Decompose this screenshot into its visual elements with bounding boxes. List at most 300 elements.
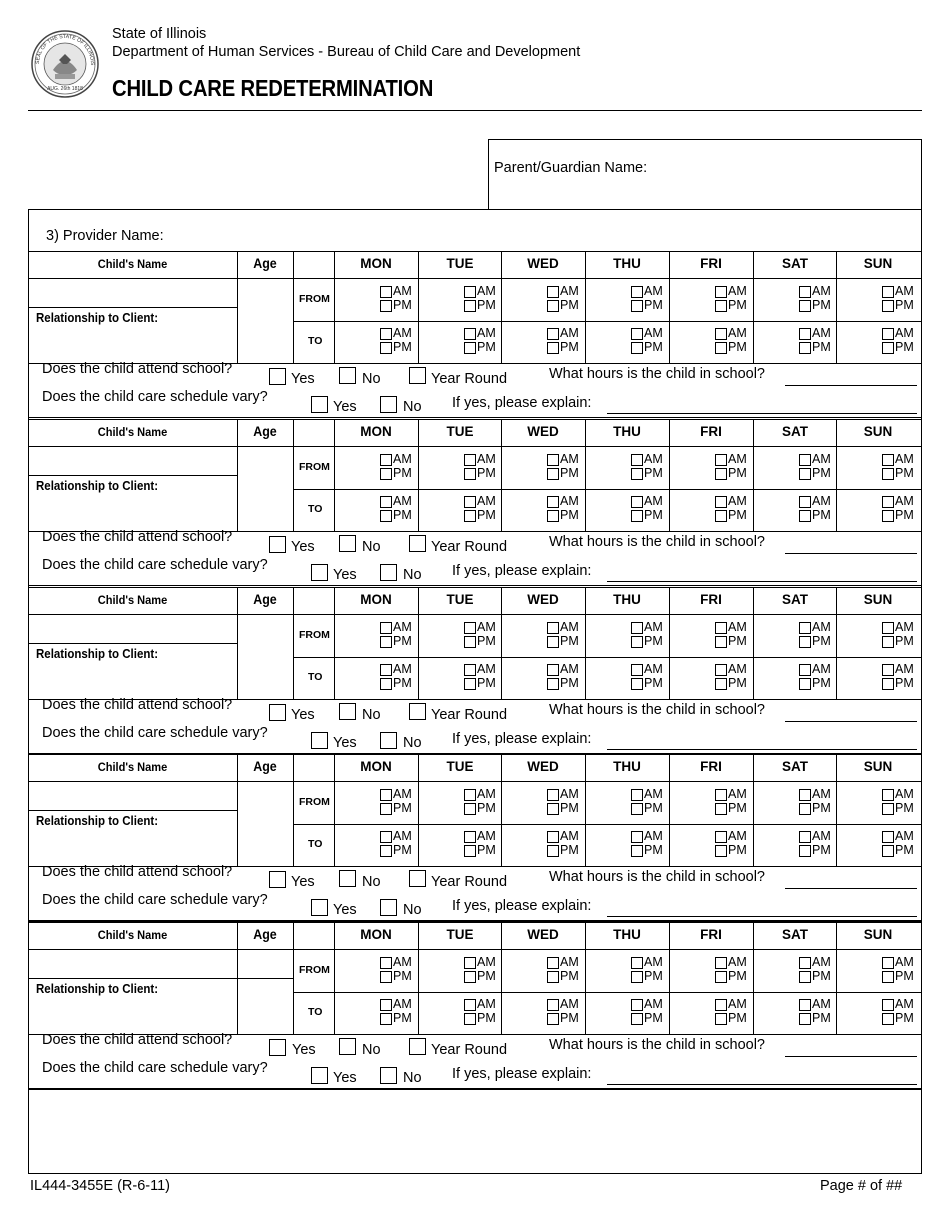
explain-label: If yes, please explain: (452, 731, 592, 747)
am-checkbox[interactable] (380, 622, 392, 634)
pm-checkbox[interactable] (547, 971, 559, 983)
child-age-field[interactable] (239, 618, 291, 641)
am-checkbox[interactable] (631, 622, 643, 634)
am-label: AM (393, 787, 412, 801)
am-checkbox[interactable] (882, 789, 894, 801)
pm-checkbox[interactable] (799, 342, 811, 354)
explain-field[interactable] (607, 749, 917, 750)
attend-no-checkbox[interactable] (339, 870, 356, 887)
attend-no-checkbox[interactable] (339, 367, 356, 384)
am-checkbox[interactable] (547, 454, 559, 466)
am-label: AM (812, 787, 831, 801)
block-divider (28, 1088, 922, 1090)
am-label: AM (393, 662, 412, 676)
attend-year-round-checkbox[interactable] (409, 703, 426, 720)
pm-checkbox[interactable] (631, 342, 643, 354)
to-thu-ampm (631, 663, 671, 693)
am-checkbox[interactable] (464, 496, 476, 508)
am-label: AM (728, 326, 747, 340)
attend-no-label: No (362, 371, 381, 387)
vary-yes-checkbox[interactable] (311, 564, 328, 581)
to-label: TO (308, 671, 323, 683)
am-checkbox[interactable] (631, 496, 643, 508)
am-checkbox[interactable] (631, 664, 643, 676)
pm-label: PM (728, 801, 747, 815)
attend-year-round-checkbox[interactable] (409, 535, 426, 552)
am-checkbox[interactable] (380, 999, 392, 1011)
am-checkbox[interactable] (547, 328, 559, 340)
pm-checkbox[interactable] (882, 300, 894, 312)
am-checkbox[interactable] (464, 831, 476, 843)
am-label: AM (477, 452, 496, 466)
from-wed-ampm (547, 285, 587, 315)
guardian-name-field[interactable] (488, 139, 922, 210)
pm-label: PM (895, 676, 914, 690)
am-checkbox[interactable] (631, 789, 643, 801)
am-checkbox[interactable] (882, 622, 894, 634)
pm-checkbox[interactable] (380, 971, 392, 983)
am-checkbox[interactable] (464, 957, 476, 969)
school-hours-label: What hours is the child in school? (549, 869, 765, 885)
am-checkbox[interactable] (464, 328, 476, 340)
attend-year-round-checkbox[interactable] (409, 367, 426, 384)
am-checkbox[interactable] (547, 622, 559, 634)
pm-checkbox[interactable] (464, 342, 476, 354)
am-label: AM (477, 284, 496, 298)
pm-checkbox[interactable] (380, 510, 392, 522)
am-label: AM (812, 662, 831, 676)
pm-checkbox[interactable] (715, 468, 727, 480)
am-checkbox[interactable] (631, 999, 643, 1011)
am-checkbox[interactable] (631, 286, 643, 298)
am-label: AM (728, 829, 747, 843)
attend-yes-checkbox[interactable] (269, 871, 286, 888)
am-label: AM (895, 284, 914, 298)
pm-checkbox[interactable] (631, 1013, 643, 1025)
pm-checkbox[interactable] (882, 678, 894, 690)
pm-label: PM (477, 676, 496, 690)
attend-yes-checkbox[interactable] (269, 704, 286, 721)
day-header-wed: WED (527, 424, 559, 439)
pm-checkbox[interactable] (799, 803, 811, 815)
day-header-sun: SUN (863, 256, 893, 271)
pm-label: PM (895, 340, 914, 354)
am-checkbox[interactable] (715, 286, 727, 298)
pm-checkbox[interactable] (631, 636, 643, 648)
school-hours-label: What hours is the child in school? (549, 702, 765, 718)
am-label: AM (477, 829, 496, 843)
pm-label: PM (393, 843, 412, 857)
pm-label: PM (560, 298, 579, 312)
am-checkbox[interactable] (547, 831, 559, 843)
pm-checkbox[interactable] (882, 636, 894, 648)
pm-checkbox[interactable] (715, 342, 727, 354)
am-label: AM (812, 284, 831, 298)
to-sun-ampm (882, 663, 922, 693)
am-checkbox[interactable] (464, 664, 476, 676)
pm-checkbox[interactable] (464, 845, 476, 857)
pm-label: PM (812, 298, 831, 312)
to-wed-ampm (547, 495, 587, 525)
pm-checkbox[interactable] (464, 468, 476, 480)
pm-checkbox[interactable] (464, 971, 476, 983)
to-thu-ampm (631, 327, 671, 357)
day-header-fri: FRI (700, 256, 722, 271)
pm-checkbox[interactable] (547, 342, 559, 354)
am-checkbox[interactable] (380, 496, 392, 508)
attend-year-round-label: Year Round (431, 1042, 508, 1058)
vary-no-checkbox[interactable] (380, 564, 397, 581)
to-tue-ampm (464, 998, 504, 1028)
to-sat-ampm (799, 663, 839, 693)
pm-checkbox[interactable] (882, 803, 894, 815)
am-checkbox[interactable] (547, 957, 559, 969)
pm-label: PM (812, 508, 831, 522)
guardian-name-label: Parent/Guardian Name: (494, 160, 648, 176)
pm-checkbox[interactable] (631, 300, 643, 312)
pm-label: PM (728, 1011, 747, 1025)
attend-year-round-label: Year Round (431, 371, 508, 387)
am-checkbox[interactable] (799, 789, 811, 801)
am-checkbox[interactable] (547, 664, 559, 676)
am-checkbox[interactable] (799, 454, 811, 466)
am-checkbox[interactable] (380, 286, 392, 298)
from-mon-ampm (380, 453, 420, 483)
am-label: AM (560, 829, 579, 843)
pm-checkbox[interactable] (547, 803, 559, 815)
school-hours-field[interactable] (785, 385, 917, 386)
pm-checkbox[interactable] (380, 1013, 392, 1025)
attend-no-checkbox[interactable] (339, 1038, 356, 1055)
to-label: TO (308, 335, 323, 347)
provider-name-label[interactable]: 3) Provider Name: (46, 228, 164, 244)
am-checkbox[interactable] (715, 622, 727, 634)
am-checkbox[interactable] (882, 496, 894, 508)
grid-line (237, 978, 293, 979)
am-checkbox[interactable] (715, 957, 727, 969)
attend-yes-checkbox[interactable] (269, 1039, 286, 1056)
am-checkbox[interactable] (715, 789, 727, 801)
school-hours-field[interactable] (785, 553, 917, 554)
vary-yes-label: Yes (333, 735, 357, 751)
pm-label: PM (560, 1011, 579, 1025)
am-checkbox[interactable] (380, 831, 392, 843)
am-checkbox[interactable] (799, 286, 811, 298)
child-name-field[interactable] (30, 618, 235, 641)
pm-checkbox[interactable] (380, 845, 392, 857)
vary-yes-checkbox[interactable] (311, 732, 328, 749)
vary-no-label: No (403, 735, 422, 751)
to-sun-ampm (882, 830, 922, 860)
am-checkbox[interactable] (799, 957, 811, 969)
am-checkbox[interactable] (631, 831, 643, 843)
am-checkbox[interactable] (799, 999, 811, 1011)
am-label: AM (812, 620, 831, 634)
to-wed-ampm (547, 998, 587, 1028)
pm-checkbox[interactable] (547, 468, 559, 480)
pm-checkbox[interactable] (380, 803, 392, 815)
pm-checkbox[interactable] (799, 636, 811, 648)
pm-checkbox[interactable] (882, 510, 894, 522)
from-sun-ampm (882, 788, 922, 818)
to-tue-ampm (464, 495, 504, 525)
header-divider (28, 110, 922, 111)
am-checkbox[interactable] (464, 789, 476, 801)
pm-checkbox[interactable] (882, 1013, 894, 1025)
am-checkbox[interactable] (882, 664, 894, 676)
attend-year-round-checkbox[interactable] (409, 1038, 426, 1055)
am-checkbox[interactable] (547, 789, 559, 801)
am-label: AM (477, 787, 496, 801)
explain-field[interactable] (607, 581, 917, 582)
day-header-thu: THU (613, 256, 641, 271)
am-label: AM (728, 997, 747, 1011)
explain-field[interactable] (607, 916, 917, 917)
day-header-sat: SAT (782, 592, 808, 607)
am-checkbox[interactable] (715, 328, 727, 340)
pm-checkbox[interactable] (631, 845, 643, 857)
am-checkbox[interactable] (380, 328, 392, 340)
pm-checkbox[interactable] (380, 300, 392, 312)
from-wed-ampm (547, 621, 587, 651)
child-name-field[interactable] (30, 450, 235, 473)
am-checkbox[interactable] (380, 454, 392, 466)
am-checkbox[interactable] (799, 328, 811, 340)
attend-no-checkbox[interactable] (339, 703, 356, 720)
attend-no-checkbox[interactable] (339, 535, 356, 552)
pm-checkbox[interactable] (547, 510, 559, 522)
child-age-field[interactable] (239, 450, 291, 473)
pm-checkbox[interactable] (464, 300, 476, 312)
age-header: Age (253, 256, 277, 271)
day-header-mon: MON (360, 424, 392, 439)
am-checkbox[interactable] (799, 831, 811, 843)
pm-checkbox[interactable] (715, 636, 727, 648)
pm-checkbox[interactable] (631, 468, 643, 480)
vary-no-label: No (403, 567, 422, 583)
pm-checkbox[interactable] (799, 1013, 811, 1025)
am-label: AM (895, 955, 914, 969)
am-checkbox[interactable] (799, 496, 811, 508)
am-checkbox[interactable] (882, 999, 894, 1011)
to-sat-ampm (799, 998, 839, 1028)
explain-label: If yes, please explain: (452, 563, 592, 579)
child-name-header: Child's Name (97, 760, 168, 774)
pm-checkbox[interactable] (715, 510, 727, 522)
am-label: AM (895, 326, 914, 340)
child-name-field[interactable] (30, 282, 235, 305)
am-checkbox[interactable] (631, 454, 643, 466)
child-age-field[interactable] (239, 785, 291, 808)
school-hours-field[interactable] (785, 1056, 917, 1057)
am-checkbox[interactable] (882, 957, 894, 969)
pm-checkbox[interactable] (799, 510, 811, 522)
pm-checkbox[interactable] (715, 1013, 727, 1025)
pm-label: PM (393, 676, 412, 690)
pm-checkbox[interactable] (715, 845, 727, 857)
from-sat-ampm (799, 285, 839, 315)
from-tue-ampm (464, 956, 504, 986)
attend-year-round-checkbox[interactable] (409, 870, 426, 887)
am-checkbox[interactable] (380, 957, 392, 969)
pm-checkbox[interactable] (631, 803, 643, 815)
relationship-label[interactable]: Relationship to Client: (36, 982, 159, 996)
pm-checkbox[interactable] (882, 845, 894, 857)
pm-checkbox[interactable] (380, 468, 392, 480)
vary-no-checkbox[interactable] (380, 396, 397, 413)
pm-checkbox[interactable] (547, 636, 559, 648)
am-checkbox[interactable] (464, 454, 476, 466)
pm-label: PM (477, 634, 496, 648)
pm-checkbox[interactable] (799, 468, 811, 480)
age-header: Age (253, 592, 277, 607)
child-block (28, 419, 922, 587)
am-label: AM (895, 829, 914, 843)
to-wed-ampm (547, 663, 587, 693)
am-checkbox[interactable] (715, 454, 727, 466)
am-checkbox[interactable] (882, 454, 894, 466)
pm-checkbox[interactable] (464, 636, 476, 648)
am-checkbox[interactable] (547, 496, 559, 508)
vary-yes-checkbox[interactable] (311, 1067, 328, 1084)
am-checkbox[interactable] (464, 286, 476, 298)
child-age-field[interactable] (239, 282, 291, 305)
day-header-sun: SUN (863, 592, 893, 607)
vary-no-checkbox[interactable] (380, 732, 397, 749)
pm-checkbox[interactable] (380, 342, 392, 354)
pm-checkbox[interactable] (715, 971, 727, 983)
school-hours-field[interactable] (785, 888, 917, 889)
pm-checkbox[interactable] (799, 678, 811, 690)
pm-checkbox[interactable] (464, 510, 476, 522)
am-checkbox[interactable] (631, 328, 643, 340)
to-wed-ampm (547, 327, 587, 357)
to-mon-ampm (380, 327, 420, 357)
pm-checkbox[interactable] (464, 1013, 476, 1025)
pm-label: PM (644, 466, 663, 480)
pm-checkbox[interactable] (882, 468, 894, 480)
child-age-field[interactable] (239, 953, 291, 976)
pm-checkbox[interactable] (799, 300, 811, 312)
am-label: AM (477, 620, 496, 634)
relationship-label[interactable]: Relationship to Client: (36, 814, 159, 828)
vary-no-checkbox[interactable] (380, 1067, 397, 1084)
am-checkbox[interactable] (715, 496, 727, 508)
pm-checkbox[interactable] (631, 971, 643, 983)
pm-checkbox[interactable] (799, 845, 811, 857)
day-header-tue: TUE (446, 424, 474, 439)
pm-checkbox[interactable] (547, 845, 559, 857)
day-header-fri: FRI (700, 424, 722, 439)
am-checkbox[interactable] (799, 664, 811, 676)
am-checkbox[interactable] (464, 622, 476, 634)
pm-checkbox[interactable] (882, 342, 894, 354)
am-checkbox[interactable] (882, 286, 894, 298)
explain-field[interactable] (607, 1084, 917, 1085)
child-name-field[interactable] (30, 953, 235, 976)
block-divider (28, 585, 922, 586)
pm-checkbox[interactable] (464, 803, 476, 815)
vary-no-checkbox[interactable] (380, 899, 397, 916)
attend-school-question: Does the child attend school? (42, 529, 233, 545)
pm-checkbox[interactable] (715, 678, 727, 690)
pm-checkbox[interactable] (631, 510, 643, 522)
pm-checkbox[interactable] (799, 971, 811, 983)
explain-field[interactable] (607, 413, 917, 414)
attend-yes-checkbox[interactable] (269, 536, 286, 553)
pm-checkbox[interactable] (380, 678, 392, 690)
am-checkbox[interactable] (631, 957, 643, 969)
pm-checkbox[interactable] (464, 678, 476, 690)
to-thu-ampm (631, 495, 671, 525)
relationship-label[interactable]: Relationship to Client: (36, 479, 159, 493)
am-checkbox[interactable] (715, 999, 727, 1011)
pm-checkbox[interactable] (631, 678, 643, 690)
am-checkbox[interactable] (547, 286, 559, 298)
am-checkbox[interactable] (882, 328, 894, 340)
attend-yes-checkbox[interactable] (269, 368, 286, 385)
am-label: AM (393, 997, 412, 1011)
school-hours-field[interactable] (785, 721, 917, 722)
am-checkbox[interactable] (464, 999, 476, 1011)
pm-checkbox[interactable] (547, 678, 559, 690)
pm-checkbox[interactable] (715, 300, 727, 312)
pm-label: PM (728, 298, 747, 312)
am-checkbox[interactable] (882, 831, 894, 843)
am-label: AM (644, 955, 663, 969)
am-checkbox[interactable] (380, 789, 392, 801)
from-tue-ampm (464, 621, 504, 651)
am-label: AM (895, 494, 914, 508)
from-tue-ampm (464, 285, 504, 315)
pm-label: PM (895, 969, 914, 983)
day-header-thu: THU (613, 424, 641, 439)
child-name-field[interactable] (30, 785, 235, 808)
vary-yes-checkbox[interactable] (311, 899, 328, 916)
child-name-header: Child's Name (97, 928, 168, 942)
am-label: AM (728, 620, 747, 634)
pm-label: PM (477, 508, 496, 522)
pm-checkbox[interactable] (547, 300, 559, 312)
am-checkbox[interactable] (799, 622, 811, 634)
vary-yes-checkbox[interactable] (311, 396, 328, 413)
day-header-wed: WED (527, 759, 559, 774)
am-label: AM (895, 997, 914, 1011)
school-hours-label: What hours is the child in school? (549, 534, 765, 550)
am-checkbox[interactable] (547, 999, 559, 1011)
am-checkbox[interactable] (380, 664, 392, 676)
pm-label: PM (560, 466, 579, 480)
pm-checkbox[interactable] (715, 803, 727, 815)
to-sun-ampm (882, 495, 922, 525)
pm-label: PM (728, 340, 747, 354)
pm-label: PM (477, 340, 496, 354)
pm-checkbox[interactable] (882, 971, 894, 983)
child-name-header: Child's Name (97, 593, 168, 607)
am-checkbox[interactable] (715, 664, 727, 676)
day-header-wed: WED (527, 927, 559, 942)
pm-checkbox[interactable] (380, 636, 392, 648)
page-number: Page # of ## (820, 1178, 903, 1194)
pm-checkbox[interactable] (547, 1013, 559, 1025)
am-label: AM (560, 284, 579, 298)
attend-no-label: No (362, 707, 381, 723)
grid-line (237, 419, 238, 531)
relationship-label[interactable]: Relationship to Client: (36, 311, 159, 325)
from-fri-ampm (715, 788, 755, 818)
relationship-label[interactable]: Relationship to Client: (36, 647, 159, 661)
am-checkbox[interactable] (715, 831, 727, 843)
